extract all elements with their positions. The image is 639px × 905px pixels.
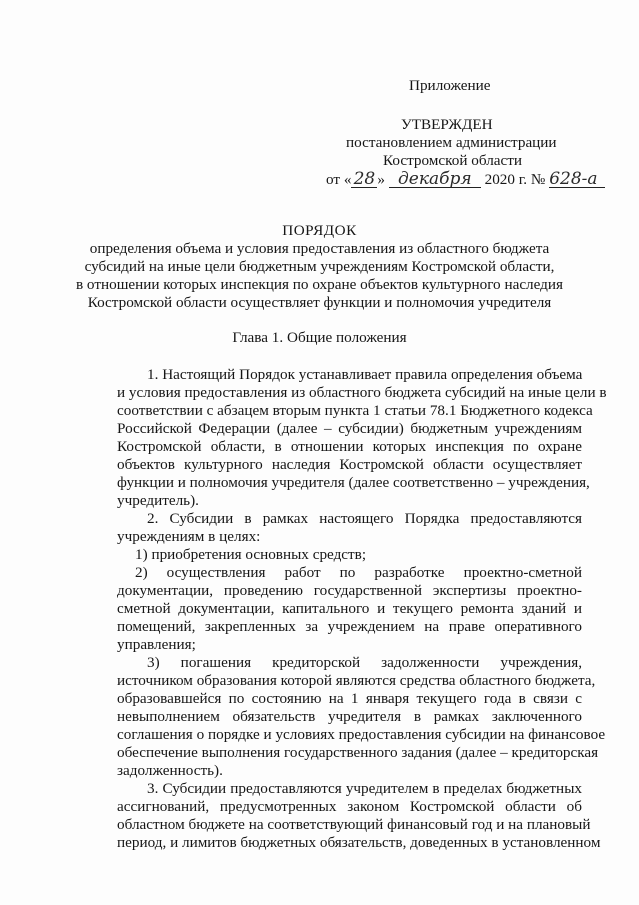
- body-line: невыполнением обязательств учредителя в рамках заключенного: [117, 708, 582, 725]
- body-line: и условия предоставления из областного бюджета субсидий на иные цели в: [117, 384, 607, 401]
- body-line: источником образования которой являются средства областного бюджета,: [117, 672, 596, 689]
- body-line: Российской Федерации (далее – субсидии) бюджетным учреждениям: [117, 420, 582, 437]
- date-mid: »: [377, 171, 386, 188]
- body-line: 2. Субсидии в рамках настоящего Порядка предоставляются: [147, 510, 582, 527]
- approved-by-line-1: постановлением администрации: [346, 134, 557, 151]
- body-line: помещений, закрепленных за учреждением на праве оперативного: [117, 618, 582, 635]
- approved-by-line-2: Костромской области: [383, 152, 523, 169]
- body-line: управления;: [117, 636, 196, 653]
- body-line: соответствии с абзацем вторым пункта 1 статьи 78.1 Бюджетного кодекса: [117, 402, 593, 419]
- body-line: учреждениям в целях:: [117, 528, 261, 545]
- body-line: учредитель).: [117, 492, 199, 509]
- subtitle-line-3: в отношении которых инспекция по охране объектов культурного наследия: [75, 276, 564, 293]
- body-line: соглашения о порядке и условиях предоставления субсидии на финансовое: [117, 726, 606, 743]
- body-line: ассигнований, предусмотренных законом Костромской области об: [117, 798, 582, 815]
- date-month-handwritten: декабря: [389, 171, 481, 188]
- list-item: 3) погашения кредиторской задолженности учреждения,: [147, 654, 582, 671]
- body-line: функции и полномочия учредителя (далее соответственно – учреждения,: [117, 474, 590, 491]
- date-prefix: от «: [326, 171, 352, 188]
- body-line: 1. Настоящий Порядок устанавливает правила определения объема: [147, 366, 583, 383]
- body-line: образовавшейся по состоянию на 1 января текущего года в связи с: [117, 690, 582, 707]
- body-line: сметной документации, капитального и текущего ремонта зданий и: [117, 600, 582, 617]
- body-line: областном бюджете на соответствующий финансовый год и на плановый: [117, 816, 591, 833]
- approval-date-line: [326, 171, 605, 189]
- date-day-handwritten: 28: [351, 171, 377, 188]
- body-line: задолженность).: [117, 762, 223, 779]
- body-line: период, и лимитов бюджетных обязательств, доведенных в установленном: [117, 834, 601, 851]
- document-number-handwritten: 628-а: [549, 171, 605, 188]
- approved-label: УТВЕРЖДЕН: [401, 116, 493, 133]
- body-line: документации, проведению государственной экспертизы проектно-: [117, 582, 582, 599]
- list-item: 1) приобретения основных средств;: [135, 546, 367, 563]
- body-line: 3. Субсидии предоставляются учредителем в пределах бюджетных: [147, 780, 582, 797]
- date-year: 2020 г. №: [484, 171, 546, 188]
- subtitle-line-2: субсидий на иные цели бюджетным учреждениям Костромской области,: [84, 258, 555, 275]
- appendix-label: Приложение: [409, 77, 491, 94]
- chapter-heading: Глава 1. Общие положения: [232, 329, 407, 346]
- body-line: обеспечение выполнения государственного задания (далее – кредиторская: [117, 744, 599, 761]
- subtitle-line-1: определения объема и условия предоставления из областного бюджета: [89, 240, 550, 257]
- subtitle-line-4: Костромской области осуществляет функции и полномочия учредителя: [87, 294, 552, 311]
- list-item: 2) осуществления работ по разработке проектно-сметной: [135, 564, 582, 581]
- body-line: Костромской области, в отношении которых инспекция по охране: [117, 438, 582, 455]
- body-line: объектов культурного наследия Костромской области осуществляет: [117, 456, 582, 473]
- document-title: ПОРЯДОК: [282, 222, 357, 239]
